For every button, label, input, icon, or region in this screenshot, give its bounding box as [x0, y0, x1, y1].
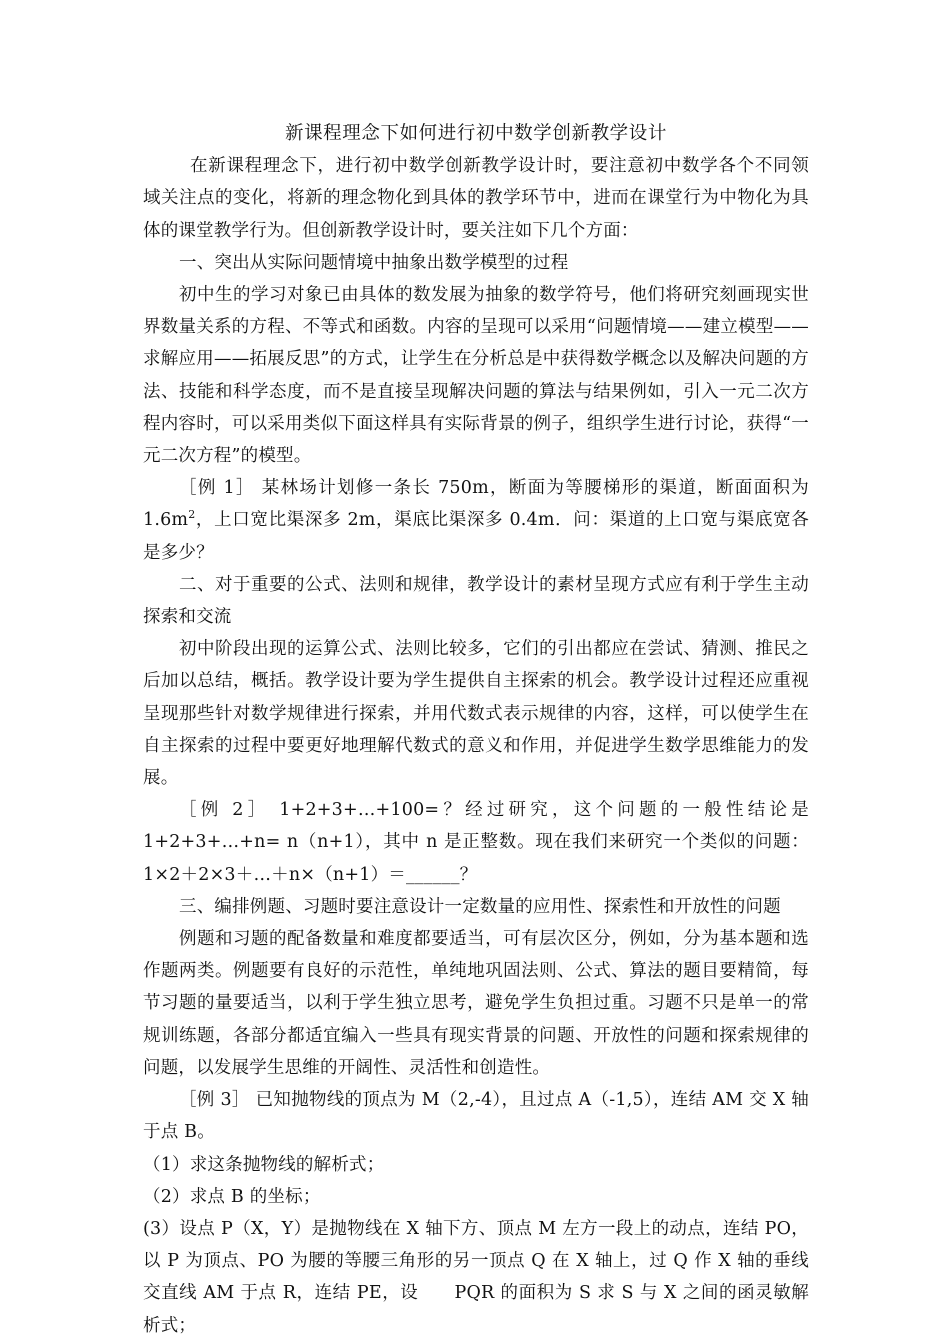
section-2-heading: 二、对于重要的公式、法则和规律，教学设计的素材呈现方式应有利于学生主动探索和交流: [143, 574, 809, 628]
example-2: [143, 794, 809, 891]
section-3-heading: 三、编排例题、习题时要注意设计一定数量的应用性、探索性和开放性的问题: [179, 896, 781, 917]
section-1-body: 初中生的学习对象已由具体的数发展为抽象的数学符号，他们将研究刻画现实世界数量关系的方程、不等式和函数。内容的呈现可以采用“问题情境——建立模型——求解应用——拓展反思”的方式，让学生在分析总是中获得数学概念以及解决问题的方法、技能和科学态度，而不是直接呈现解决问题的算法与结果例如，引入一元二次方程内容时，可以采用类似下面这样具有实际背景的例子，组织学生进行讨论，获得“一元二次方程”的模型。: [143, 285, 809, 467]
intro-paragraph: 在新课程理念下，进行初中数学创新教学设计时，要注意初中数学各个不同领域关注点的变化，将新的理念物化到具体的教学环节中，进而在课堂行为中物化为具体的课堂教学行为。但创新教学设计时，要关注如下几个方面：: [143, 156, 809, 241]
example-2-answer-blank: ______: [405, 864, 460, 885]
document-title: 新课程理念下如何进行初中数学创新教学设计: [284, 123, 667, 144]
example-1-text-a: ［例 1］ 某林场计划修一条长 750m，断面为等腰梯形的渠道，断面面积为 1.6m: [143, 478, 809, 531]
question-item-2: （2）求点 B 的坐标；: [143, 1186, 321, 1207]
section-3-body: 例题和习题的配备数量和难度都要适当，可有层次区分，例如，分为基本题和选作题两类。例题要有良好的示范性，单纯地巩固法则、公式、算法的题目要精简，每节习题的量要适当，以利于学生独立思考，避免学生负担过重。习题不只是单一的常规训练题，各部分都适宜编入一些具有现实背景的问题、开放性的问题和探索规律的问题，以发展学生思维的开阔性、灵活性和创造性。: [143, 929, 809, 1078]
example-1-text-b: ，上口宽比渠深多 2m，渠底比渠深多 0.4m．问：渠道的上口宽与渠底宽各是多少？: [143, 510, 809, 563]
question-item-1: （1）求这条抛物线的解析式；: [143, 1154, 385, 1175]
example-1-superscript: 2: [188, 508, 196, 522]
section-2-body: 初中阶段出现的运算公式、法则比较多，它们的引出都应在尝试、猜测、推民之后加以总结，概括。教学设计要为学生提供自主探索的机会。教学设计过程还应重视呈现那些针对数学规律进行探索，并用代数式表示规律的内容，这样，可以使学生在自主探索的过程中要更好地理解代数式的意义和作用，并促进学生数学思维能力的发展。: [143, 639, 809, 789]
example-2-text-a: ［例 2］ 1+2+3+…+100=？经过研究，这个问题的一般性结论是 1+2+3+…+n= n（n+1），其中 n 是正整数。现在我们来研究一个类似的问题：1×2＋2×3＋…＋n×（n+1）＝: [143, 800, 809, 885]
example-2-text-b: ？: [459, 864, 478, 885]
example-3: ［例 3］ 已知抛物线的顶点为 M（2,-4），且过点 A（-1,5），连结 AM 交 X 轴于点 B。: [143, 1090, 809, 1143]
question-item-3: (3）设点 P（X，Y）是抛物线在 X 轴下方、顶点 M 左方一段上的动点，连结 PO，以 P 为顶点、PO 为腰的等腰三角形的另一顶点 Q 在 X 轴上，过 Q 作 X 轴的垂线交直线 AM 于点 R，连结 PE，设 PQR 的面积为 S 求 S 与 X 之间的函灵敏解析式；: [143, 1218, 809, 1336]
example-1: [143, 472, 809, 569]
section-1-heading: 一、突出从实际问题情境中抽象出数学模型的过程: [179, 252, 569, 273]
document-page: [143, 118, 809, 1342]
